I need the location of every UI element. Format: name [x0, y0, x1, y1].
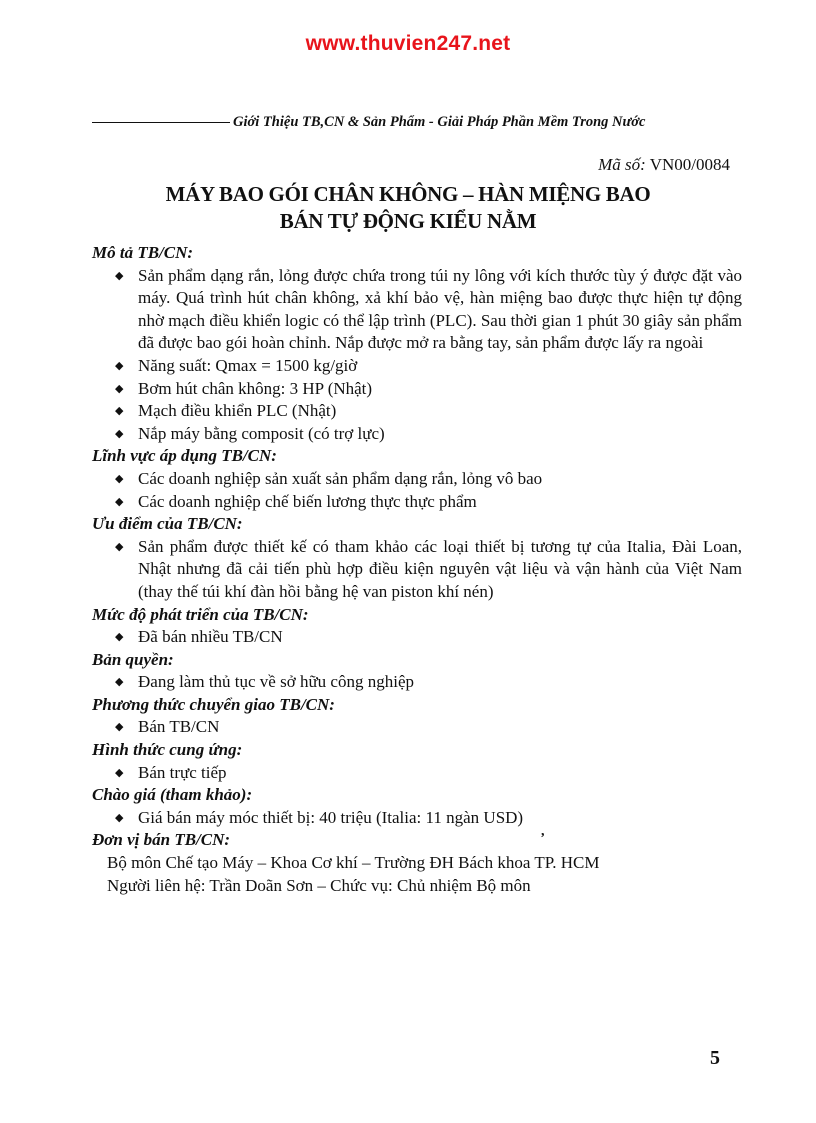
- page-title: [0, 181, 816, 235]
- application-list: [92, 468, 742, 513]
- section-heading-price: Chào giá (tham khảo):: [92, 785, 253, 805]
- list-item: ◆ Giá bán máy móc thiết bị: 40 triệu (Italia: 11 ngàn USD): [115, 807, 524, 827]
- title-line-2: BÁN TỰ ĐỘNG KIỂU NẰM: [279, 209, 537, 233]
- list-item-text: Các doanh nghiệp chế biến lương thực thực phẩm: [138, 491, 477, 511]
- document-body: [92, 242, 742, 897]
- supply-list: [92, 762, 742, 785]
- section-heading-seller: Đơn vị bán TB/CN:: [92, 830, 231, 850]
- watermark-url[interactable]: www.thuvien247.net: [305, 32, 511, 55]
- list-item: ◆ Mạch điều khiển PLC (Nhật): [115, 401, 337, 421]
- code-label: Mã số:: [598, 155, 646, 174]
- list-item: ◆ Các doanh nghiệp chế biến lương thực thực phẩm: [115, 491, 477, 511]
- list-item-text: Bơm hút chân không: 3 HP (Nhật): [138, 378, 373, 398]
- page-number: 5: [710, 1047, 720, 1069]
- section-heading-transfer: Phương thức chuyển giao TB/CN:: [92, 694, 335, 714]
- list-item: ◆ Đã bán nhiều TB/CN: [115, 627, 283, 647]
- list-item-text: Sản phẩm dạng rắn, lỏng được chứa trong túi ny lông với kích thước tùy ý được đặt vào máy. Quá trình hút chân không, xả khí bảo vệ, hàn miệng bao được thực hiện tự động nhờ mạch điều khiển logic có thể lập trình (PLC). Sau thời gian 1 phút 30 giây sản phẩm đã được bao gói hoàn chỉnh. Nắp được mở ra bằng tay, sản phẩm được lấy ra ngoài: [138, 265, 742, 353]
- list-item-text: Bán trực tiếp: [138, 762, 227, 782]
- scan-mark: ,: [541, 824, 545, 839]
- list-item: ◆ Sản phẩm dạng rắn, lỏng được chứa trong túi ny lông với kích thước tùy ý được đặt vào máy. Quá trình hút chân không, xả khí bảo vệ, hàn miệng bao được thực hiện tự động nhờ mạch điều khiển logic có thể lập trình (PLC). Sau thời gian 1 phút 30 giây sản phẩm đã được bao gói hoàn chỉnh. Nắp được mở ra bằng tay, sản phẩm được lấy ra ngoài: [115, 265, 742, 353]
- seller-line-2: Người liên hệ: Trần Doãn Sơn – Chức vụ: Chủ nhiệm Bộ môn: [107, 875, 531, 895]
- title-line-1: MÁY BAO GÓI CHÂN KHÔNG – HÀN MIỆNG BAO: [165, 182, 651, 206]
- list-item: ◆ Bơm hút chân không: 3 HP (Nhật): [115, 378, 373, 398]
- advantages-list: [92, 536, 742, 604]
- section-heading-supply: Hình thức cung ứng:: [92, 740, 243, 760]
- list-item-text: Các doanh nghiệp sản xuất sản phẩm dạng rắn, lỏng vô bao: [138, 468, 543, 488]
- list-item-text: Sản phẩm được thiết kế có tham khảo các loại thiết bị tương tự của Italia, Đài Loan, Nhật nhưng đã cải tiến phù hợp điều kiện nguyên vật liệu và vận hành của Việt Nam (thay thế túi khí đàn hồi bằng hệ van piston khí nén): [138, 536, 742, 601]
- section-heading-description: Mô tả TB/CN:: [92, 243, 194, 262]
- list-item-text: Nắp máy bằng composit (có trợ lực): [138, 423, 385, 443]
- list-item: ◆ Sản phẩm được thiết kế có tham khảo các loại thiết bị tương tự của Italia, Đài Loan, Nhật nhưng đã cải tiến phù hợp điều kiện nguyên vật liệu và vận hành của Việt Nam (thay thế túi khí đàn hồi bằng hệ van piston khí nén): [115, 536, 742, 601]
- development-list: [92, 626, 742, 649]
- list-item: ◆ Đang làm thủ tục về sở hữu công nghiệp: [115, 672, 414, 692]
- copyright-list: [92, 671, 742, 694]
- section-heading-application: Lĩnh vực áp dụng TB/CN:: [92, 446, 277, 466]
- section-heading-advantages: Ưu điểm của TB/CN:: [92, 514, 243, 534]
- running-header: [92, 110, 732, 134]
- list-item-text: Bán TB/CN: [138, 717, 220, 737]
- code-value: VN00/0084: [649, 155, 730, 174]
- list-item: ◆ Các doanh nghiệp sản xuất sản phẩm dạng rắn, lỏng vô bao: [115, 468, 543, 488]
- list-item: ◆ Năng suất: Qmax = 1500 kg/giờ: [115, 355, 358, 375]
- header-text: Giới Thiệu TB,CN & Sản Phẩm - Giải Pháp Phần Mềm Trong Nước: [233, 113, 646, 130]
- list-item-text: Đang làm thủ tục về sở hữu công nghiệp: [138, 672, 414, 692]
- section-heading-development: Mức độ phát triển của TB/CN:: [92, 604, 309, 624]
- list-item: ◆ Nắp máy bằng composit (có trợ lực): [115, 423, 385, 443]
- list-item: ◆ Bán TB/CN: [115, 717, 220, 737]
- header-rule: [92, 122, 230, 123]
- seller-line-1: Bộ môn Chế tạo Máy – Khoa Cơ khí – Trường ĐH Bách khoa TP. HCM: [107, 853, 600, 873]
- list-item-text: Đã bán nhiều TB/CN: [138, 627, 283, 647]
- price-list: [92, 807, 742, 830]
- list-item-text: Giá bán máy móc thiết bị: 40 triệu (Italia: 11 ngàn USD): [138, 807, 524, 827]
- list-item-text: Năng suất: Qmax = 1500 kg/giờ: [138, 355, 358, 375]
- description-list: [92, 265, 742, 446]
- document-code: [598, 155, 730, 175]
- list-item: ◆ Bán trực tiếp: [115, 762, 227, 782]
- transfer-list: [92, 716, 742, 739]
- list-item-text: Mạch điều khiển PLC (Nhật): [138, 401, 337, 421]
- section-heading-copyright: Bản quyền:: [92, 649, 174, 669]
